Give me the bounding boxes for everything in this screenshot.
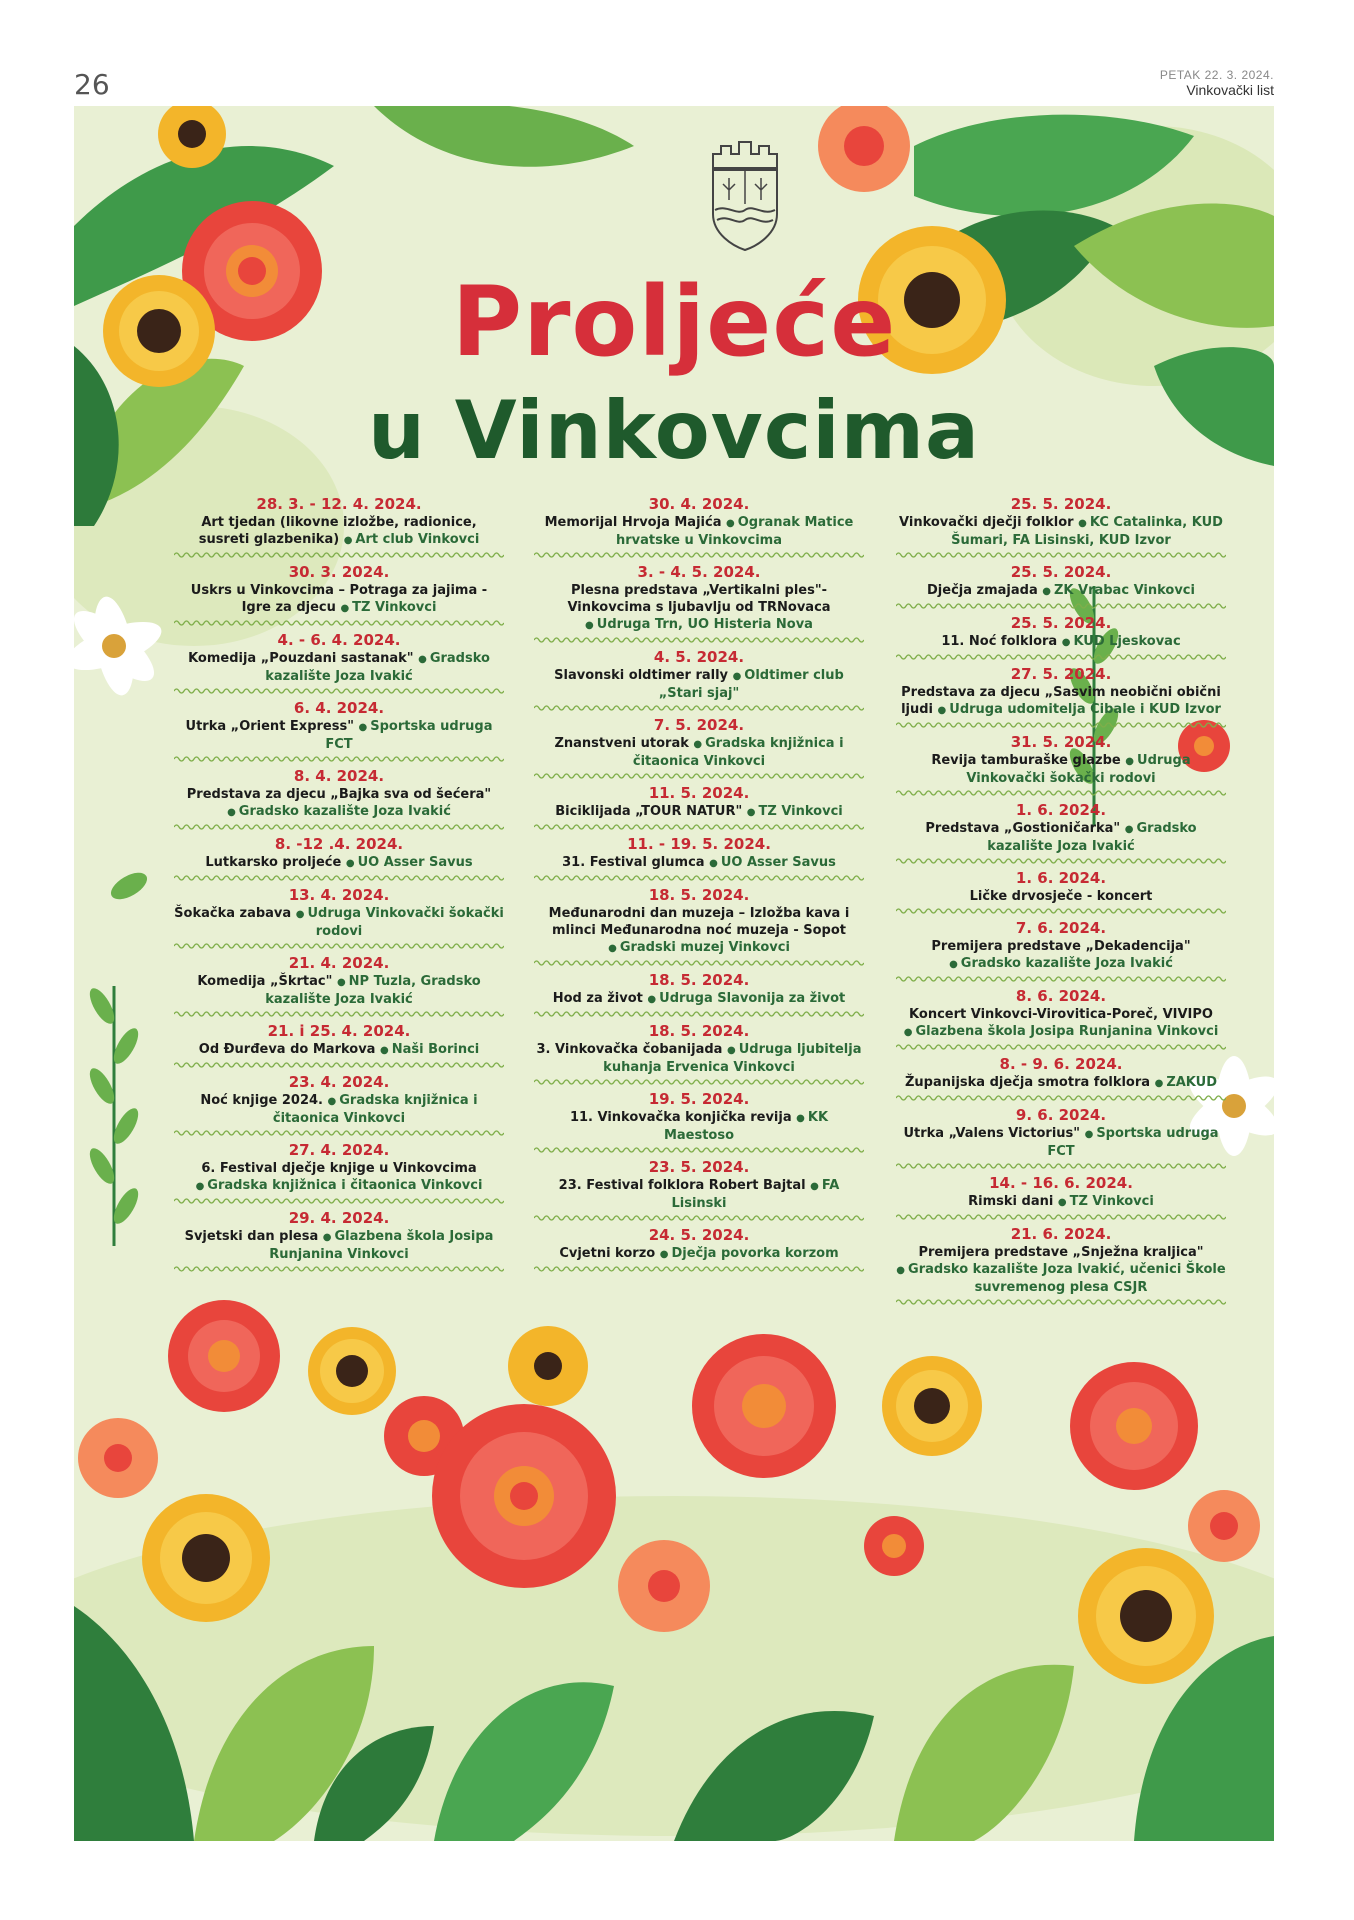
event-organizer: ● Gradska knjižnica i čitaonica Vinkovci (273, 1093, 478, 1126)
event-item (896, 1221, 1226, 1306)
event-organizer: ● Art club Vinkovci (344, 532, 480, 547)
event-title (174, 854, 504, 872)
event-organizer: ● KC Catalinka, KUD Šumari, FA Lisinski, KUD Izvor (951, 515, 1223, 548)
event-organizer: ● ZAKUD (1155, 1075, 1217, 1090)
event-date: 14. - 16. 6. 2024. (989, 1174, 1133, 1192)
event-organizer: ● Udruga ljubitelja kuhanja Ervenica Vinkovci (603, 1042, 861, 1075)
event-title-text: Premijera predstave „Dekadencija" (931, 939, 1191, 954)
event-date: 13. 4. 2024. (288, 886, 390, 904)
event-title (174, 650, 504, 685)
event-title-text: 23. Festival folklora Robert Bajtal (558, 1178, 806, 1193)
wavy-divider (534, 636, 864, 644)
event-date: 23. 5. 2024. (648, 1158, 750, 1176)
event-organizer: ● Gradsko kazalište Joza Ivakić, učenici Škole suvremenog plesa CSJR (896, 1262, 1225, 1295)
issue-date: PETAK 22. 3. 2024. (1159, 68, 1274, 82)
event-date: 9. 6. 2024. (1015, 1106, 1107, 1124)
event-title (534, 1109, 864, 1144)
event-organizer: ● Udruga Trn, UO Histeria Nova (585, 617, 813, 632)
wavy-divider (896, 1298, 1226, 1306)
event-title-text: Noć knjige 2024. (200, 1093, 323, 1108)
event-title (534, 1177, 864, 1212)
event-title (896, 1193, 1226, 1211)
event-organizer: ● Naši Borinci (380, 1042, 479, 1057)
event-item (896, 729, 1226, 797)
event-item (896, 865, 1226, 915)
event-date: 19. 5. 2024. (648, 1090, 750, 1108)
event-organizer: ● Gradsko kazalište Joza Ivakić (265, 651, 490, 684)
wavy-divider (896, 1094, 1226, 1102)
event-date: 11. 5. 2024. (648, 784, 750, 802)
event-date: 18. 5. 2024. (648, 1022, 750, 1040)
poster-subtitle: u Vinkovcima (367, 384, 981, 477)
wavy-divider (896, 1162, 1226, 1170)
event-date: 7. 5. 2024. (653, 716, 745, 734)
wavy-divider (534, 1146, 864, 1154)
page-number: 26 (74, 68, 110, 101)
event-organizer: ● Sportska udruga FCT (1047, 1126, 1218, 1159)
event-organizer: ● Gradsko kazalište Joza Ivakić (987, 821, 1196, 854)
event-date: 29. 4. 2024. (288, 1209, 390, 1227)
event-title (896, 820, 1226, 855)
event-date: 1. 6. 2024. (1015, 869, 1107, 887)
event-title-text: Utrka „Valens Victorius" (903, 1126, 1081, 1141)
event-organizer: ● KUD Ljeskovac (1062, 634, 1181, 649)
event-title-text: Revija tamburaške glazbe (931, 753, 1121, 768)
event-date: 24. 5. 2024. (648, 1226, 750, 1244)
event-title-text: Ličke drvosječe - koncert (969, 889, 1153, 904)
event-title (534, 990, 864, 1008)
event-date: 25. 5. 2024. (1010, 563, 1112, 581)
city-coat-of-arms (707, 134, 783, 254)
event-date: 4. 5. 2024. (653, 648, 745, 666)
event-organizer: ● Gradska knjižnica i čitaonica Vinkovci (196, 1178, 483, 1193)
event-item (534, 882, 864, 967)
event-date: 21. i 25. 4. 2024. (267, 1022, 411, 1040)
wavy-divider (896, 907, 1226, 915)
events-column-2 (534, 491, 864, 1273)
event-organizer: ● FA Lisinski (671, 1178, 839, 1211)
wavy-divider (534, 874, 864, 882)
event-title (534, 514, 864, 549)
event-title (174, 973, 504, 1008)
event-item (534, 712, 864, 780)
event-date: 23. 4. 2024. (288, 1073, 390, 1091)
event-title-text: Memorijal Hrvoja Majića (544, 515, 722, 530)
event-item (174, 1205, 504, 1273)
event-date: 6. 4. 2024. (293, 699, 385, 717)
event-date: 27. 4. 2024. (288, 1141, 390, 1159)
event-date: 28. 3. - 12. 4. 2024. (256, 495, 422, 513)
event-title (174, 1228, 504, 1263)
event-organizer: ● TZ Vinkovci (340, 600, 436, 615)
event-title (174, 786, 504, 821)
wavy-divider (174, 1010, 504, 1018)
event-title (534, 667, 864, 702)
event-organizer: ● Dječja povorka korzom (660, 1246, 839, 1261)
wavy-divider (896, 602, 1226, 610)
event-date: 25. 5. 2024. (1010, 614, 1112, 632)
wavy-divider (174, 619, 504, 627)
event-title-text: Županijska dječja smotra folklora (905, 1075, 1151, 1090)
event-date: 7. 6. 2024. (1015, 919, 1107, 937)
event-title-text: Hod za život (552, 991, 643, 1006)
event-item (174, 763, 504, 831)
wavy-divider (534, 1265, 864, 1273)
event-item (174, 882, 504, 950)
wavy-divider (896, 975, 1226, 983)
event-item (534, 1154, 864, 1222)
event-date: 8. 4. 2024. (293, 767, 385, 785)
event-title-text: Međunarodni dan muzeja – Izložba kava i mlinci Međunarodna noć muzeja - Sopot (548, 906, 850, 938)
event-title-text: 6. Festival dječje knjige u Vinkovcima (201, 1161, 477, 1176)
event-date: 30. 3. 2024. (288, 563, 390, 581)
event-title (174, 1092, 504, 1127)
masthead (1160, 68, 1274, 98)
event-title-text: Svjetski dan plesa (184, 1229, 319, 1244)
event-title-text: Utrka „Orient Express" (185, 719, 354, 734)
wavy-divider (174, 874, 504, 882)
event-date: 31. 5. 2024. (1010, 733, 1112, 751)
event-title-text: Predstava za djecu „Sasvim neobični obični ljudi (901, 685, 1221, 717)
wavy-divider (534, 704, 864, 712)
event-organizer: ● UO Asser Savus (709, 855, 836, 870)
wavy-divider (896, 857, 1226, 865)
wavy-divider (174, 942, 504, 950)
event-organizer: ● Udruga Vinkovački šokački rodovi (966, 753, 1190, 786)
event-title (896, 1006, 1226, 1041)
event-organizer: ● Sportska udruga FCT (325, 719, 492, 752)
event-date: 8. -12 .4. 2024. (274, 835, 404, 853)
event-item (896, 559, 1226, 610)
wavy-divider (534, 823, 864, 831)
event-title-text: Plesna predstava „Vertikalni ples"- Vinkovcima s ljubavlju od TRNovaca (567, 583, 831, 615)
event-title-text: 11. Noć folklora (941, 634, 1058, 649)
event-item (534, 644, 864, 712)
event-item (896, 983, 1226, 1051)
event-item (534, 1086, 864, 1154)
wavy-divider (896, 551, 1226, 559)
event-organizer: ● KK Maestoso (664, 1110, 828, 1143)
wavy-divider (534, 1010, 864, 1018)
event-title-text: Predstava „Gostioničarka" (925, 821, 1121, 836)
event-title-text: Predstava za djecu „Bajka sva od šećera" (186, 787, 492, 802)
event-item (896, 491, 1226, 559)
event-organizer: ● NP Tuzla, Gradsko kazalište Joza Ivakić (265, 974, 480, 1007)
wavy-divider (534, 959, 864, 967)
event-item (896, 1170, 1226, 1221)
event-title (896, 582, 1226, 600)
event-item (896, 797, 1226, 865)
event-title-text: 31. Festival glumca (562, 855, 705, 870)
event-title (896, 1244, 1226, 1296)
event-item (534, 1222, 864, 1273)
event-date: 11. - 19. 5. 2024. (627, 835, 771, 853)
event-title (534, 803, 864, 821)
event-date: 8. 6. 2024. (1015, 987, 1107, 1005)
wavy-divider (534, 1078, 864, 1086)
wavy-divider (896, 721, 1226, 729)
event-title-text: Dječja zmajada (927, 583, 1038, 598)
events-column-1 (174, 491, 504, 1273)
event-date: 21. 4. 2024. (288, 954, 390, 972)
event-item (174, 950, 504, 1018)
event-title-text: Premijera predstave „Snježna kraljica" (918, 1245, 1204, 1260)
event-title-text: Rimski dani (968, 1194, 1054, 1209)
wavy-divider (174, 687, 504, 695)
event-item (174, 1069, 504, 1137)
event-title-text: Koncert Vinkovci-Virovitica-Poreč, VIVIPO (909, 1007, 1213, 1022)
event-item (174, 831, 504, 882)
event-title (896, 888, 1226, 905)
wavy-divider (174, 1265, 504, 1273)
event-title (534, 582, 864, 634)
event-organizer: ● Gradsko kazalište Joza Ivakić (227, 804, 451, 819)
event-date: 25. 5. 2024. (1010, 495, 1112, 513)
event-organizer: ● Udruga Vinkovački šokački rodovi (296, 906, 504, 939)
event-item (534, 559, 864, 644)
event-title-text: Vinkovački dječji folklor (899, 515, 1074, 530)
event-item (896, 1102, 1226, 1170)
event-title-text: Lutkarsko proljeće (205, 855, 342, 870)
event-item (174, 627, 504, 695)
event-title (534, 1245, 864, 1263)
event-item (896, 610, 1226, 661)
newspaper-name: Vinkovački list (1186, 82, 1274, 98)
event-organizer: ● Gradska knjižnica i čitaonica Vinkovci (633, 736, 844, 769)
event-title-text: Šokačka zabava (174, 906, 292, 921)
event-title (174, 582, 504, 617)
event-organizer: ● Oldtimer club „Stari sjaj" (659, 668, 844, 701)
wavy-divider (534, 551, 864, 559)
event-organizer: ● UO Asser Savus (346, 855, 473, 870)
event-title (896, 514, 1226, 549)
event-item (534, 1018, 864, 1086)
event-title-text: Znanstveni utorak (554, 736, 689, 751)
event-title-text: Slavonski oldtimer rally (554, 668, 729, 683)
wavy-divider (534, 772, 864, 780)
event-title-text: Uskrs u Vinkovcima – Potraga za jajima - Igre za djecu (190, 583, 488, 615)
event-title (896, 633, 1226, 651)
event-organizer: ● Gradski muzej Vinkovci (608, 940, 790, 955)
wavy-divider (896, 653, 1226, 661)
wavy-divider (174, 1197, 504, 1205)
event-item (174, 1137, 504, 1205)
event-item (174, 491, 504, 559)
event-organizer: ● Udruga Slavonija za život (647, 991, 845, 1006)
wavy-divider (896, 1043, 1226, 1051)
event-title (896, 752, 1226, 787)
event-item (534, 780, 864, 831)
event-title (896, 938, 1226, 973)
event-date: 18. 5. 2024. (648, 971, 750, 989)
event-title (174, 905, 504, 940)
event-organizer: ● Ogranak Matice hrvatske u Vinkovcima (616, 515, 853, 548)
poster (74, 106, 1274, 1841)
event-title-text: 11. Vinkovačka konjička revija (569, 1110, 792, 1125)
event-title-text: Od Đurđeva do Markova (198, 1042, 376, 1057)
wavy-divider (896, 789, 1226, 797)
event-item (896, 661, 1226, 729)
event-title (896, 684, 1226, 719)
event-title (174, 1160, 504, 1195)
event-organizer: ● ZK Vrabac Vinkovci (1042, 583, 1195, 598)
event-item (896, 1051, 1226, 1102)
events-column-3 (896, 491, 1226, 1306)
event-title-text: Biciklijada „TOUR NATUR" (555, 804, 743, 819)
event-date: 21. 6. 2024. (1010, 1225, 1112, 1243)
event-title-text: 3. Vinkovačka čobanijada (536, 1042, 723, 1057)
poster-title: Proljeće (451, 266, 897, 378)
event-date: 27. 5. 2024. (1010, 665, 1112, 683)
event-organizer: ● Glazbena škola Josipa Runjanina Vinkovci (904, 1024, 1219, 1039)
event-item (896, 915, 1226, 983)
event-item (534, 967, 864, 1018)
event-organizer: ● Glazbena škola Josipa Runjanina Vinkovci (269, 1229, 493, 1262)
event-title (896, 1074, 1226, 1092)
event-title-text: Komedija „Pouzdani sastanak" (188, 651, 414, 666)
wavy-divider (174, 755, 504, 763)
event-item (174, 559, 504, 627)
event-item (174, 1018, 504, 1069)
event-date: 1. 6. 2024. (1015, 801, 1107, 819)
event-title (534, 735, 864, 770)
event-title (174, 1041, 504, 1059)
event-item (174, 695, 504, 763)
event-organizer: ● TZ Vinkovci (747, 804, 843, 819)
event-title-text: Cvjetni korzo (559, 1246, 656, 1261)
event-title (896, 1125, 1226, 1160)
wavy-divider (174, 823, 504, 831)
event-date: 30. 4. 2024. (648, 495, 750, 513)
event-date: 4. - 6. 4. 2024. (277, 631, 401, 649)
event-organizer: ● Udruga udomitelja Cibale i KUD Izvor (938, 702, 1221, 717)
event-title-text: Art tjedan (likovne izložbe, radionice, susreti glazbenika) (198, 515, 477, 547)
event-title (534, 905, 864, 957)
wavy-divider (896, 1213, 1226, 1221)
event-title (534, 1041, 864, 1076)
wavy-divider (174, 1061, 504, 1069)
event-title (174, 514, 504, 549)
event-date: 18. 5. 2024. (648, 886, 750, 904)
wavy-divider (534, 1214, 864, 1222)
event-date: 8. - 9. 6. 2024. (999, 1055, 1123, 1073)
event-item (534, 831, 864, 882)
event-organizer: ● Gradsko kazalište Joza Ivakić (949, 956, 1173, 971)
event-organizer: ● TZ Vinkovci (1058, 1194, 1154, 1209)
wavy-divider (174, 551, 504, 559)
event-item (534, 491, 864, 559)
event-title (174, 718, 504, 753)
event-date: 3. - 4. 5. 2024. (637, 563, 761, 581)
wavy-divider (174, 1129, 504, 1137)
event-title-text: Komedija „Škrtac" (197, 974, 333, 989)
event-title (534, 854, 864, 872)
